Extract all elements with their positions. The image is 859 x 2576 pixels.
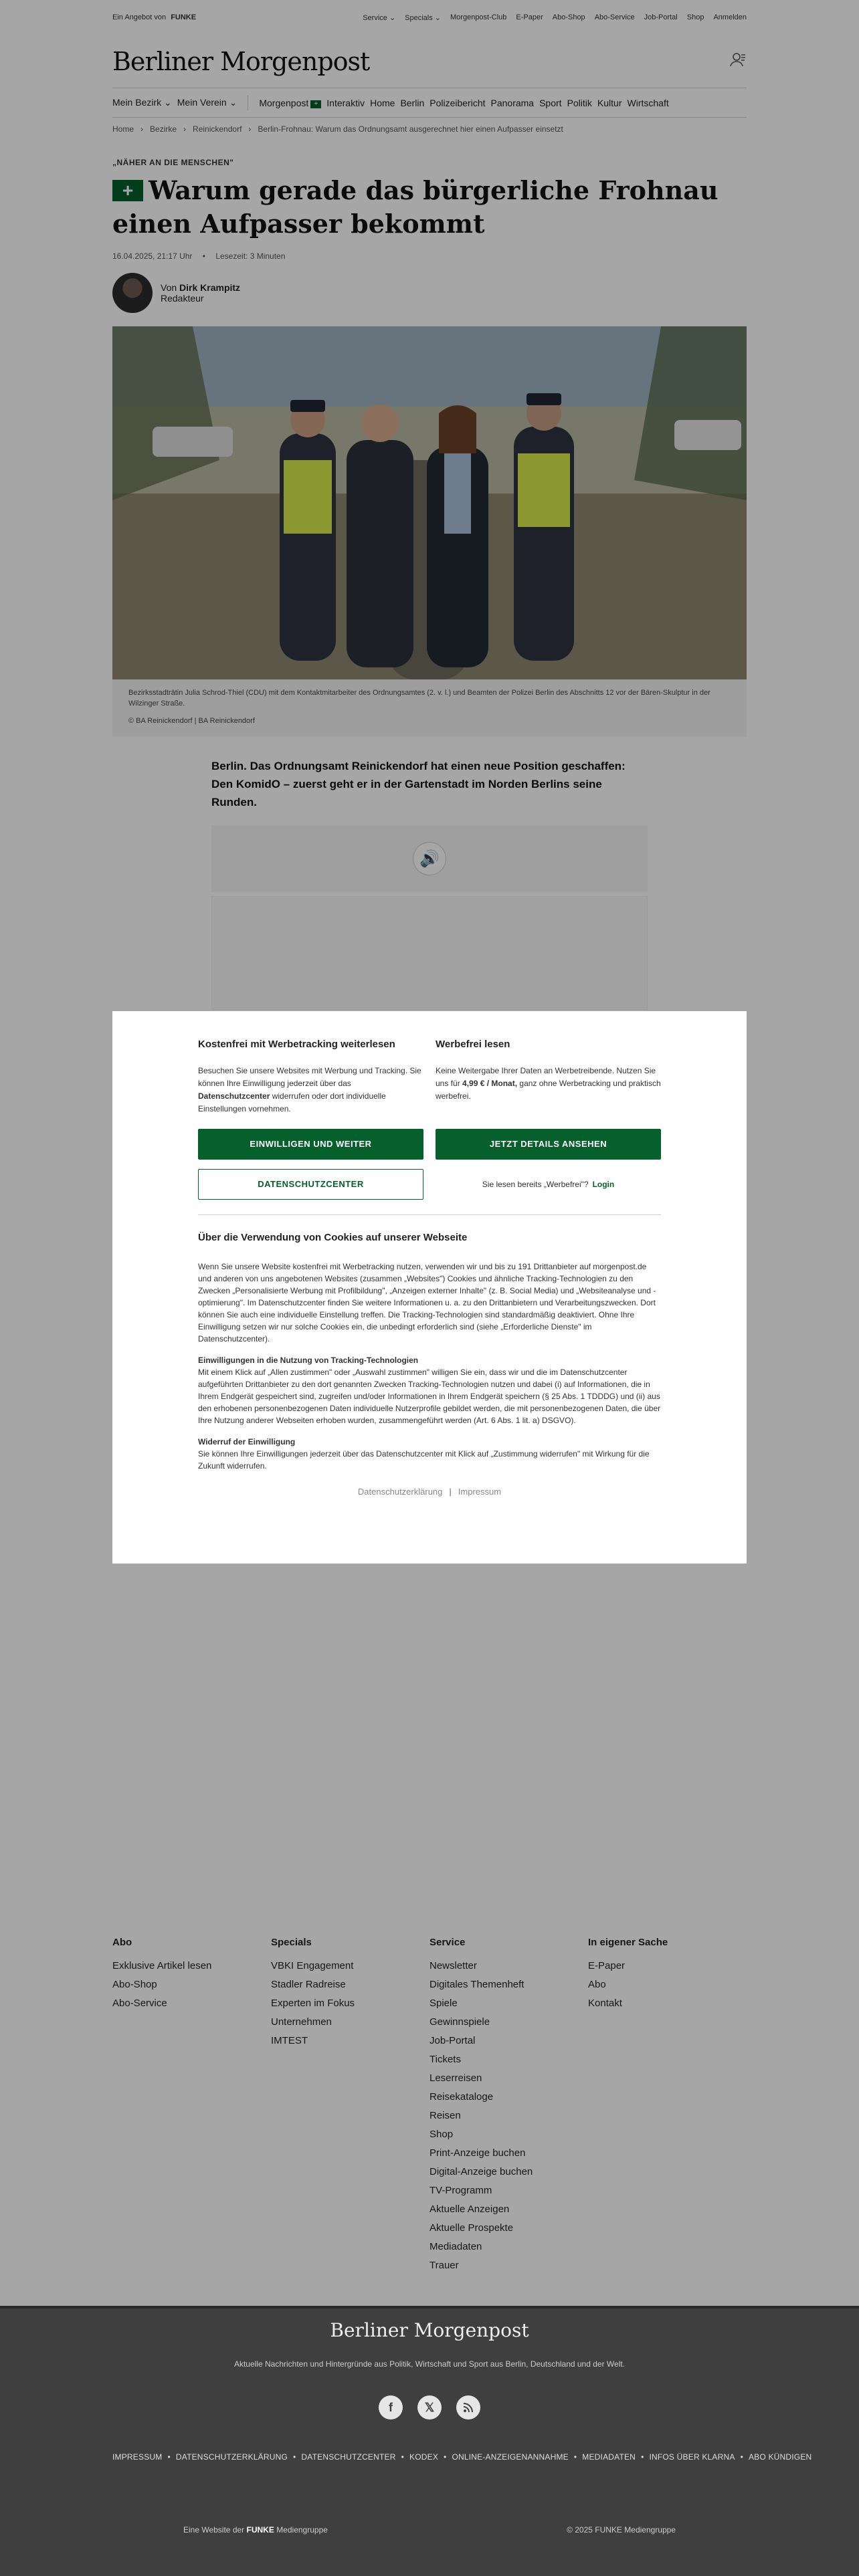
nav-item[interactable]: Politik <box>567 97 592 108</box>
legal-separator: • <box>167 2452 171 2462</box>
footer-owner <box>183 2525 328 2535</box>
cookie-paragraph-1: Wenn Sie unsere Website kostenfrei mit Werbetracking nutzen, verwenden wir und bis zu 191 Drittanbieter auf morgenpost.de und anderen von uns angebotenen Websites (zusammen „Websites") Cookies und ähnliche Tracking-Technologien zu den Zwecken „Personalisierte Werbung mit Profilbildung", „Anzeigen externer Inhalte" (z. B. Social Media) und „Websiteanalyse und -optimierung". Im Datenschutzcenter finden Sie weitere Informationen u. a. zu den Drittanbietern und Verarbeitungszwecken. Dort können Sie auch eine individuelle Einstellung treffen. Die Tracking-Technologien sind standardmäßig deaktiviert. Ohne Ihre Einwilligung setzen wir nur solche Cookies ein, die unbedingt erforderlich sind (siehe „Erforderliche Dienste" im Datenschutzcenter). <box>198 1262 656 1344</box>
privacy-link[interactable]: Datenschutzerklärung <box>357 1487 443 1497</box>
meta-dot: • <box>202 251 205 261</box>
footer-link[interactable]: IMTEST <box>271 2035 308 2046</box>
footer-link[interactable]: Reisekataloge <box>430 2091 494 2103</box>
login-question: Sie lesen bereits „Werbefrei"? <box>482 1180 589 1189</box>
cookie-paragraph-3 <box>198 1436 661 1472</box>
lead-city: Berlin. <box>211 760 247 772</box>
topnav-link[interactable]: Shop <box>686 13 704 21</box>
footer-link[interactable]: Mediadaten <box>430 2241 482 2252</box>
details-button[interactable]: JETZT DETAILS ANSEHEN <box>436 1129 661 1160</box>
legal-link[interactable]: MEDIADATEN <box>582 2452 636 2462</box>
consent-free-title: Kostenfrei mit Werbetracking weiterlesen <box>198 1039 395 1050</box>
footer-link[interactable]: Aktuelle Prospekte <box>430 2222 514 2234</box>
offer-prefix: Ein Angebot von <box>112 13 167 21</box>
topnav-link[interactable]: Abo-Service <box>594 13 635 21</box>
topnav-link[interactable]: Service ⌄ <box>363 13 396 22</box>
legal-separator: • <box>401 2452 405 2462</box>
footer-link[interactable]: Experten im Fokus <box>271 1998 355 2009</box>
legal-link[interactable]: DATENSCHUTZCENTER <box>301 2452 396 2462</box>
social-links <box>0 2395 859 2420</box>
nav-plus-badge: + <box>310 100 321 108</box>
footer-link[interactable]: TV-Programm <box>430 2185 492 2196</box>
footer-tagline: Aktuelle Nachrichten und Hintergründe aus Politik, Wirtschaft und Sport aus Berlin, Deutschland und der Welt. <box>233 2359 626 2369</box>
legal-link[interactable]: KODEX <box>409 2452 439 2462</box>
nav-dropdown[interactable]: Mein Bezirk ⌄ <box>112 97 172 108</box>
footer-link[interactable]: E-Paper <box>588 1960 626 1971</box>
nav-item[interactable]: Wirtschaft <box>627 97 669 108</box>
consent-footer-links <box>198 1485 661 1499</box>
lead-text: Das Ordnungsamt Reinickendorf hat einen neue Position geschaffen: Den KomidO – zuerst geht er in der Gartenstadt im Norden Berlins seine Runden. <box>211 760 626 809</box>
headline-text: Warum gerade das bürgerliche Frohnau einen Aufpasser bekommt <box>112 175 719 239</box>
facebook-icon[interactable]: f <box>379 2395 403 2420</box>
footer-link[interactable]: Newsletter <box>430 1960 477 1971</box>
legal-link[interactable]: DATENSCHUTZERKLÄRUNG <box>175 2452 288 2462</box>
cookie-consent-text: Mit einem Klick auf „Allen zustimmen" oder „Auswahl zustimmen" willigen Sie ein, dass wir und die im Datenschutzcenter aufgeführten Drittanbieter zu den dort genannten Zwecken Tracking-Technologien nutzen und dabei (i) auf Informationen, die in Ihrem Endgerät gespeichert sind, zugreifen und/oder Informationen in Ihrem Endgerät speichern (§ 25 Abs. 1 TDDDG) und (ii) aus den erhobenen personenbezogenen Daten individuelle Nutzerprofile gebildet werden, die mit personenbezogenen Daten, die über Ihre Nutzung anderer Webseiten erhoben wurden, zusammengeführt werden (Art. 6 Abs. 1 lit. a) DSGVO). <box>198 1368 661 1425</box>
publish-date: 16.04.2025, 21:17 Uhr <box>112 251 193 261</box>
cookie-revoke-text: Sie können Ihre Einwilligungen jederzeit über das Datenschutzcenter mit Klick auf „Zustimmung widerrufen" mit Wirkung für die Zukunft widerrufen. <box>198 1449 650 1471</box>
footer-link[interactable]: Kontakt <box>588 1998 622 2009</box>
footer-link[interactable]: Digital-Anzeige buchen <box>430 2166 533 2177</box>
footer-logo[interactable]: Berliner Morgenpost <box>330 2319 529 2341</box>
footer-link[interactable]: Reisen <box>430 2110 461 2121</box>
legal-separator: • <box>293 2452 296 2462</box>
nav-item[interactable]: Morgenpost + <box>259 98 321 108</box>
consent-free-column <box>198 1038 423 1115</box>
breadcrumb-separator: › <box>183 124 187 134</box>
funke-logo: FUNKE <box>171 13 197 21</box>
footer-link[interactable]: Gewinnspiele <box>430 2016 490 2028</box>
topnav-link[interactable]: Morgenpost-Club <box>450 13 507 21</box>
owner-prefix: Eine Website der <box>183 2525 245 2535</box>
cookie-revoke-subtitle: Widerruf der Einwilligung <box>198 1437 296 1446</box>
adfree-price: 4,99 € / Monat, <box>462 1079 518 1088</box>
cookie-title: Über die Verwendung von Cookies auf unserer Webseite <box>198 1232 468 1243</box>
footer-link[interactable]: Print-Anzeige buchen <box>430 2147 526 2159</box>
footer-dark <box>0 2306 859 2576</box>
consent-free-text-b: widerrufen oder dort individuelle Einstellungen vornehmen. <box>198 1091 386 1113</box>
consent-dialog <box>112 1011 747 1564</box>
legal-separator: • <box>444 2452 447 2462</box>
topnav-link[interactable]: Abo-Shop <box>552 13 585 21</box>
legal-separator: • <box>573 2452 577 2462</box>
accept-button[interactable]: EINWILLIGEN UND WEITER <box>198 1129 423 1160</box>
consent-free-text <box>198 1065 423 1115</box>
footer-link[interactable]: Tickets <box>430 2054 461 2065</box>
site-logo[interactable]: Berliner Morgenpost <box>112 46 370 76</box>
footer-column-title: Abo <box>112 1937 132 1948</box>
footer-link[interactable]: Aktuelle Anzeigen <box>430 2204 510 2215</box>
rss-icon[interactable] <box>456 2395 480 2420</box>
login-line <box>436 1169 661 1200</box>
consent-adfree-text <box>436 1065 661 1103</box>
footer-link[interactable]: Abo-Shop <box>112 1979 157 1990</box>
footer-column-title: In eigener Sache <box>588 1937 668 1948</box>
footer-legal-links <box>112 2450 812 2464</box>
author-prefix: Von <box>161 282 177 293</box>
privacy-center-link[interactable]: Datenschutzcenter <box>198 1091 270 1101</box>
footer-link[interactable]: Unternehmen <box>271 2016 332 2028</box>
nav-item[interactable]: Interaktiv <box>326 97 365 108</box>
footer-link[interactable]: Leserreisen <box>430 2072 482 2084</box>
nav-item[interactable]: Panorama <box>490 97 535 108</box>
plus-badge: + <box>112 180 143 201</box>
footer-link[interactable]: Spiele <box>430 1998 458 2009</box>
cookie-consent-subtitle: Einwilligungen in die Nutzung von Tracking-Technologien <box>198 1356 419 1365</box>
cookie-paragraph-2 <box>198 1354 661 1426</box>
nav-item[interactable]: Berlin <box>400 97 425 108</box>
author-role: Redakteur <box>161 293 204 304</box>
nav-item[interactable]: Sport <box>539 97 562 108</box>
footer-link[interactable]: Trauer <box>430 2260 459 2271</box>
consent-footer-separator: | <box>449 1487 452 1497</box>
caption-text: Bezirksstadträtin Julia Schrod-Thiel (CDU) mit dem Kontaktmitarbeiter des Ordnungsamtes (2. v. l.) und Beamten der Polizei Berlin des Abschnitts 12 vor der Bären-Skulptur in der Wilzinger Straße. <box>128 689 710 708</box>
footer-link[interactable]: Digitales Themenheft <box>430 1979 524 1990</box>
footer-copyright: © 2025 FUNKE Mediengruppe <box>567 2525 676 2535</box>
footer-bottom <box>183 2525 676 2535</box>
privacy-center-button[interactable]: DATENSCHUTZCENTER <box>198 1169 423 1200</box>
footer-column-title: Service <box>430 1937 466 1948</box>
legal-separator: • <box>740 2452 743 2462</box>
legal-link[interactable]: IMPRESSUM <box>112 2452 163 2462</box>
footer-column-title: Specials <box>271 1937 312 1948</box>
legal-separator: • <box>641 2452 644 2462</box>
footer-link[interactable]: Shop <box>430 2129 454 2140</box>
login-link[interactable]: Login <box>592 1180 615 1189</box>
nav-item[interactable]: Home <box>370 97 395 108</box>
speaker-icon[interactable]: 🔊 <box>413 842 446 875</box>
owner-suffix: Mediengruppe <box>276 2525 328 2535</box>
footer-link[interactable]: Abo <box>588 1979 606 1990</box>
legal-link[interactable]: INFOS ÜBER KLARNA <box>649 2452 735 2462</box>
footer-link[interactable]: VBKI Engagement <box>271 1960 354 1971</box>
topnav-link[interactable]: Specials ⌄ <box>405 13 442 22</box>
reading-time: Lesezeit: 3 Minuten <box>215 251 286 261</box>
adfree-text-b: ganz ohne Werbetracking und praktisch werbefrei. <box>436 1079 661 1101</box>
x-icon[interactable]: 𝕏 <box>417 2395 442 2420</box>
consent-free-text-a: Besuchen Sie unsere Websites mit Werbung und Tracking. Sie können Ihre Einwilligung jederzeit über das <box>198 1066 421 1088</box>
breadcrumb-separator: › <box>140 124 144 134</box>
consent-divider <box>198 1214 661 1215</box>
nav-item[interactable]: Polizeibericht <box>430 97 486 108</box>
consent-adfree-column <box>436 1038 661 1115</box>
owner-brand[interactable]: FUNKE <box>246 2525 274 2535</box>
legal-link[interactable]: ONLINE-ANZEIGENANNAHME <box>452 2452 569 2462</box>
nav-dropdown[interactable]: Mein Verein ⌄ <box>177 97 237 108</box>
footer-link[interactable]: Job-Portal <box>430 2035 476 2046</box>
topnav-link[interactable]: Job-Portal <box>644 13 678 21</box>
nav-item[interactable]: Kultur <box>597 97 622 108</box>
photo-credit: © BA Reinickendorf | BA Reinickendorf <box>128 717 255 725</box>
article-kicker: „NÄHER AN DIE MENSCHEN" <box>112 158 234 167</box>
footer-link[interactable]: Abo-Service <box>112 1998 167 2009</box>
imprint-link[interactable]: Impressum <box>458 1487 502 1497</box>
author-name[interactable]: Dirk Krampitz <box>179 282 241 293</box>
breadcrumb-item[interactable]: Home <box>112 124 134 134</box>
consent-adfree-title: Werbefrei lesen <box>436 1039 510 1050</box>
topnav-link[interactable]: E-Paper <box>516 13 543 21</box>
topnav-link[interactable]: Anmelden <box>713 13 747 21</box>
footer-link[interactable]: Stadler Radreise <box>271 1979 346 1990</box>
footer-link[interactable]: Exklusive Artikel lesen <box>112 1960 212 1971</box>
breadcrumb-item[interactable]: Bezirke <box>150 124 177 134</box>
breadcrumb-item[interactable]: Berlin-Frohnau: Warum das Ordnungsamt ausgerechnet hier einen Aufpasser einsetzt <box>258 124 563 134</box>
breadcrumb-separator: › <box>248 124 252 134</box>
breadcrumb-item[interactable]: Reinickendorf <box>193 124 242 134</box>
adfree-text-a: Keine Weitergabe Ihrer Daten an Werbetreibende. Nutzen Sie uns für <box>436 1066 656 1088</box>
legal-link[interactable]: ABO KÜNDIGEN <box>748 2452 812 2462</box>
